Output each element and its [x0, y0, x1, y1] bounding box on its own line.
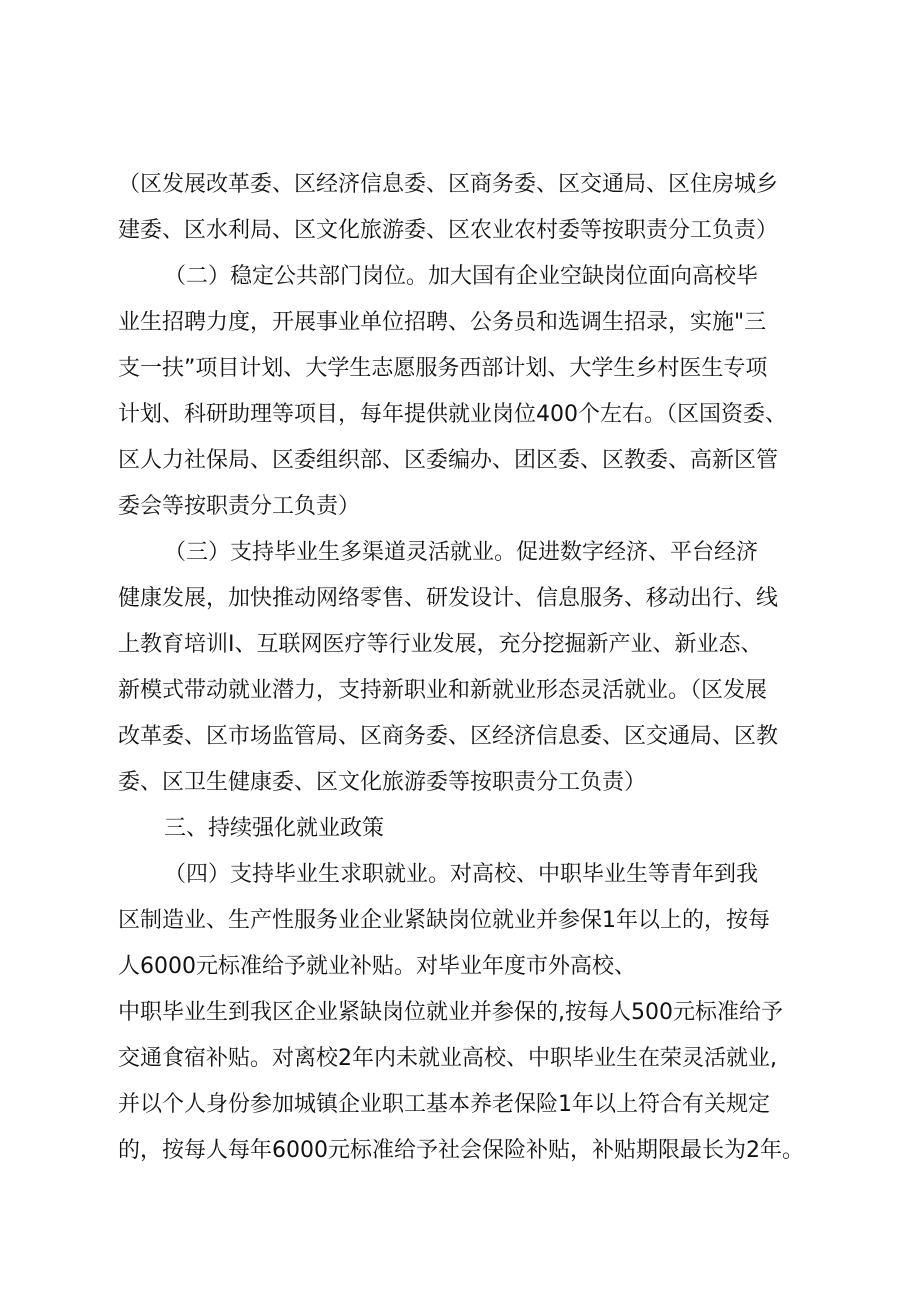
text-line-19: 中职毕业生到我区企业紧缺岗位就业并参保的,按每人500元标准给予: [118, 1000, 783, 1025]
text-line-1: （区发展改革委、区经济信息委、区商务委、区交通局、区住房城乡: [118, 172, 779, 197]
text-line-11: 上教育培训I、互联网医疗等行业发展，充分挖掘新产业、新业态、: [118, 632, 763, 657]
text-line-9: （三）支持毕业生多渠道灵活就业。促进数字经济、平台经济: [164, 540, 759, 565]
section-heading: 三、持续强化就业政策: [164, 816, 385, 841]
text-line-13: 改革委、区市场监管局、区商务委、区经济信息委、区交通局、区教: [118, 724, 779, 749]
text-line-21: 并以个人身份参加城镇企业职工基本养老保险1年以上符合有关规定: [118, 1092, 770, 1117]
text-line-14: 委、区卫生健康委、区文化旅游委等按职责分工负责）: [118, 770, 647, 795]
text-line-5: 支一扶”项目计划、大学生志愿服务西部计划、大学生乡村医生专项: [118, 356, 768, 381]
text-line-12: 新模式带动就业潜力，支持新职业和新就业形态灵活就业。（区发展: [118, 678, 768, 703]
text-line-17: 区制造业、生产性服务业企业紧缺岗位就业并参保1年以上的，按每: [118, 908, 770, 933]
text-line-3: （二）稳定公共部门岗位。加大国有企业空缺岗位面向高校毕: [164, 264, 759, 289]
text-line-18: 人6000元标准给予就业补贴。对毕业年度市外高校、: [118, 954, 636, 979]
text-line-16: （四）支持毕业生求职就业。对高校、中职毕业生等青年到我: [164, 862, 759, 887]
text-line-22: 的，按每人每年6000元标准给予社会保险补贴，补贴期限最长为2年。: [118, 1138, 804, 1163]
text-line-4: 业生招聘力度，开展事业单位招聘、公务员和选调生招录，实施"三: [118, 310, 767, 335]
text-line-10: 健康发展，加快推动网络零售、研发设计、信息服务、移动出行、线: [118, 586, 779, 611]
text-line-20: 交通食宿补贴。对离校2年内未就业高校、中职毕业生在荣灵活就业,: [118, 1046, 777, 1071]
text-line-7: 区人力社保局、区委组织部、区委编办、团区委、区教委、高新区管: [118, 448, 779, 473]
text-line-2: 建委、区水利局、区文化旅游委、区农业农村委等按职责分工负责）: [118, 218, 779, 243]
text-line-6: 计划、科研助理等项目，每年提供就业岗位400个左右。（区国资委、: [118, 402, 787, 427]
text-line-8: 委会等按职责分工负责）: [118, 494, 361, 519]
